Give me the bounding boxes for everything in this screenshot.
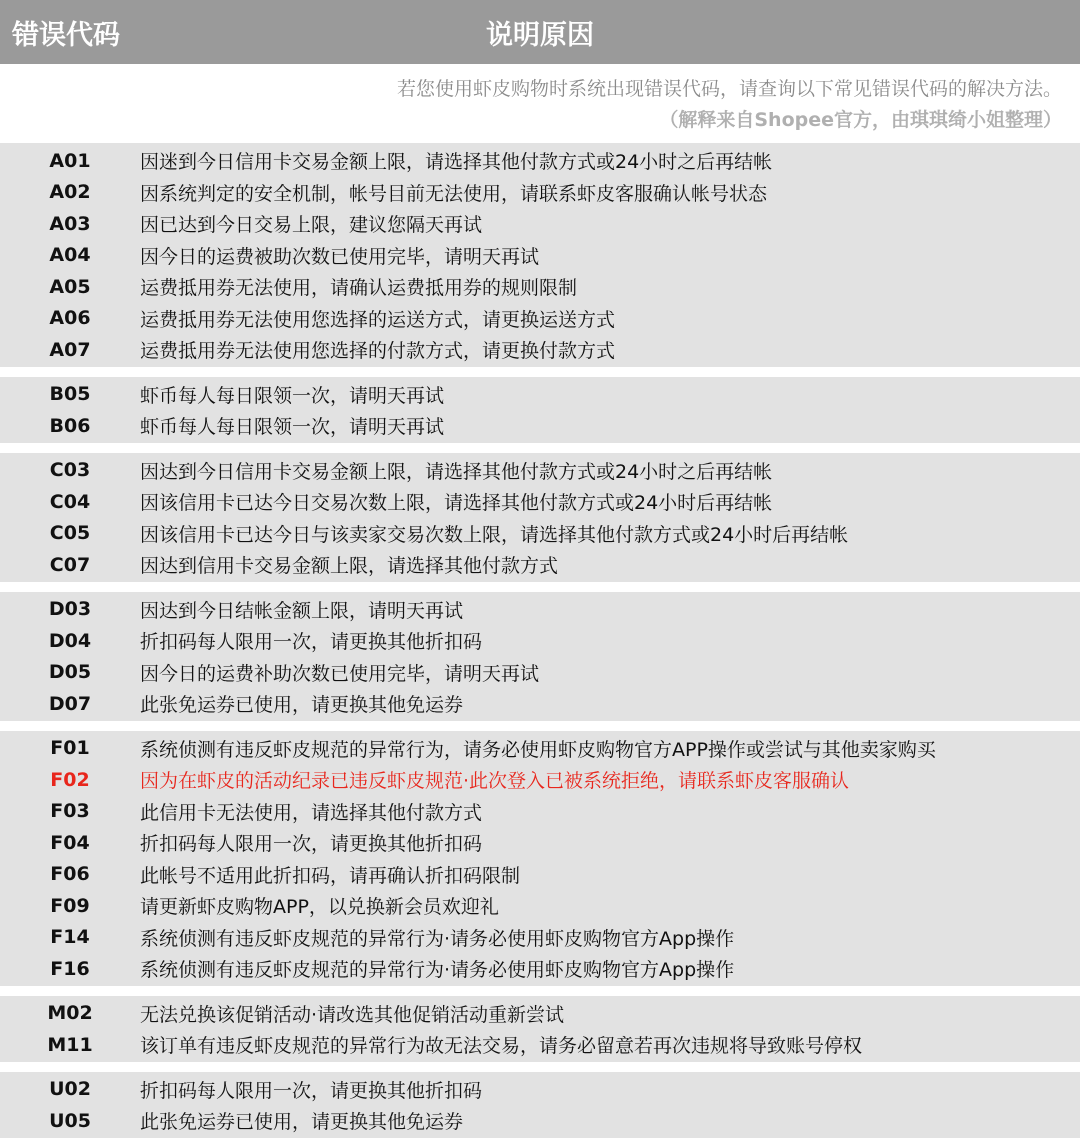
error-code: D04: [48, 629, 92, 652]
error-description: 此信用卡无法使用，请选择其他付款方式: [140, 801, 483, 824]
error-description: 此张免运券已使用，请更换其他免运券: [140, 1111, 464, 1134]
error-description: 此帐号不适用此折扣码，请再确认折扣码限制: [140, 864, 521, 887]
error-group: [0, 731, 1080, 986]
error-description: 系统侦测有违反虾皮规范的异常行为·请务必使用虾皮购物官方App操作: [140, 959, 735, 982]
error-description: 请更新虾皮购物APP，以兑换新会员欢迎礼: [140, 896, 499, 919]
table-row: [0, 549, 1080, 581]
table-row: [0, 998, 1080, 1030]
error-code: C05: [49, 522, 91, 545]
error-description: 运费抵用券无法使用，请确认运费抵用券的规则限制: [140, 277, 578, 300]
error-description: 折扣码每人限用一次，请更换其他折扣码: [140, 631, 483, 654]
table-row: [0, 953, 1080, 985]
error-description: 无法兑换该促销活动·请改选其他促销活动重新尝试: [140, 1003, 565, 1026]
error-description: 折扣码每人限用一次，请更换其他折扣码: [140, 1079, 483, 1102]
error-description: 折扣码每人限用一次，请更换其他折扣码: [140, 833, 483, 856]
error-description: 因该信用卡已达今日与该卖家交易次数上限，请选择其他付款方式或24小时后再结帐: [140, 523, 849, 546]
error-group: [0, 1072, 1080, 1138]
table-row: [0, 177, 1080, 209]
table-row: [0, 859, 1080, 891]
error-group: [0, 592, 1080, 721]
error-code: F04: [50, 831, 90, 854]
error-description: 因达到今日信用卡交易金额上限，请选择其他付款方式或24小时之后再结帐: [140, 460, 773, 483]
error-group: [0, 453, 1080, 582]
error-description: 此张免运券已使用，请更换其他免运券: [140, 694, 464, 717]
table-row: [0, 733, 1080, 765]
table-row: [0, 657, 1080, 689]
table-row: [0, 1105, 1080, 1137]
error-code: F06: [50, 863, 90, 886]
error-description: 因已达到今日交易上限，建议您隔天再试: [140, 214, 483, 237]
error-description: 因为在虾皮的活动纪录已违反虾皮规范·此次登入已被系统拒绝，请联系虾皮客服确认: [140, 770, 850, 793]
error-description: 因达到今日结帐金额上限，请明天再试: [140, 599, 464, 622]
error-description: 因今日的运费被助次数已使用完毕，请明天再试: [140, 245, 540, 268]
table-row: [0, 594, 1080, 626]
error-code: A03: [49, 212, 91, 235]
error-description: 运费抵用券无法使用您选择的运送方式，请更换运送方式: [140, 308, 616, 331]
table-row: [0, 827, 1080, 859]
error-groups: [0, 143, 1080, 1138]
table-row: [0, 240, 1080, 272]
header-code-label: 错误代码: [12, 19, 120, 51]
error-code: F03: [50, 800, 90, 823]
error-description: 因该信用卡已达今日交易次数上限，请选择其他付款方式或24小时后再结帐: [140, 492, 773, 515]
table-header: [0, 0, 1080, 64]
table-row: [0, 922, 1080, 954]
error-description: 因系统判定的安全机制，帐号目前无法使用，请联系虾皮客服确认帐号状态: [140, 182, 768, 205]
error-group: [0, 377, 1080, 443]
table-row: [0, 271, 1080, 303]
error-group: [0, 143, 1080, 367]
intro-line: 若您使用虾皮购物时系统出现错误代码，请查询以下常见错误代码的解决方法。: [396, 78, 1062, 100]
table-row: [0, 1074, 1080, 1106]
error-code: A02: [49, 181, 91, 204]
error-code: C04: [49, 490, 91, 513]
error-code: A05: [49, 275, 91, 298]
error-description: 因迷到今日信用卡交易金额上限，请选择其他付款方式或24小时之后再结帐: [140, 151, 773, 174]
table-row: [0, 890, 1080, 922]
table-row: [0, 379, 1080, 411]
table-row: [0, 410, 1080, 442]
error-code: B05: [49, 383, 91, 406]
error-code: D03: [48, 598, 92, 621]
table-row: [0, 208, 1080, 240]
error-code: D05: [48, 661, 92, 684]
error-description: 该订单有违反虾皮规范的异常行为故无法交易，请务必留意若再次违规将导致账号停权: [140, 1035, 863, 1058]
table-row: [0, 764, 1080, 796]
table-row: [0, 486, 1080, 518]
error-description: 因今日的运费补助次数已使用完毕，请明天再试: [140, 662, 540, 685]
error-code: F14: [50, 926, 90, 949]
error-code: F01: [50, 737, 90, 760]
intro-text: [0, 64, 1080, 143]
error-group: [0, 996, 1080, 1062]
error-code: A06: [49, 307, 91, 330]
error-description: 运费抵用券无法使用您选择的付款方式，请更换付款方式: [140, 340, 616, 363]
error-code: F09: [50, 894, 90, 917]
error-code: U05: [49, 1109, 91, 1132]
error-code: M11: [47, 1033, 93, 1056]
error-description: 虾币每人每日限领一次，请明天再试: [140, 416, 445, 439]
error-code: D07: [48, 692, 92, 715]
error-code: U02: [49, 1078, 91, 1101]
table-row: [0, 518, 1080, 550]
table-row: [0, 625, 1080, 657]
error-code: C07: [49, 553, 91, 576]
table-row: [0, 303, 1080, 335]
error-code: B06: [49, 414, 91, 437]
header-desc-label: 说明原因: [486, 19, 594, 51]
table-row: [0, 455, 1080, 487]
error-code: F16: [50, 957, 90, 980]
table-row: [0, 145, 1080, 177]
error-description: 系统侦测有违反虾皮规范的异常行为·请务必使用虾皮购物官方App操作: [140, 927, 735, 950]
error-code: A07: [49, 338, 91, 361]
error-description: 因达到信用卡交易金额上限，请选择其他付款方式: [140, 555, 559, 578]
table-row: [0, 796, 1080, 828]
table-row: [0, 334, 1080, 366]
error-code: A04: [49, 244, 91, 267]
error-code: A01: [49, 149, 91, 172]
error-description: 虾币每人每日限领一次，请明天再试: [140, 384, 445, 407]
intro-note: （解释来自Shopee官方，由琪琪绮小姐整理）: [659, 109, 1062, 131]
error-code: F02: [50, 768, 90, 791]
error-description: 系统侦测有违反虾皮规范的异常行为，请务必使用虾皮购物官方APP操作或尝试与其他卖家购买: [140, 738, 936, 761]
table-row: [0, 1029, 1080, 1061]
table-row: [0, 688, 1080, 720]
error-code: M02: [47, 1002, 93, 1025]
error-code: C03: [49, 459, 91, 482]
